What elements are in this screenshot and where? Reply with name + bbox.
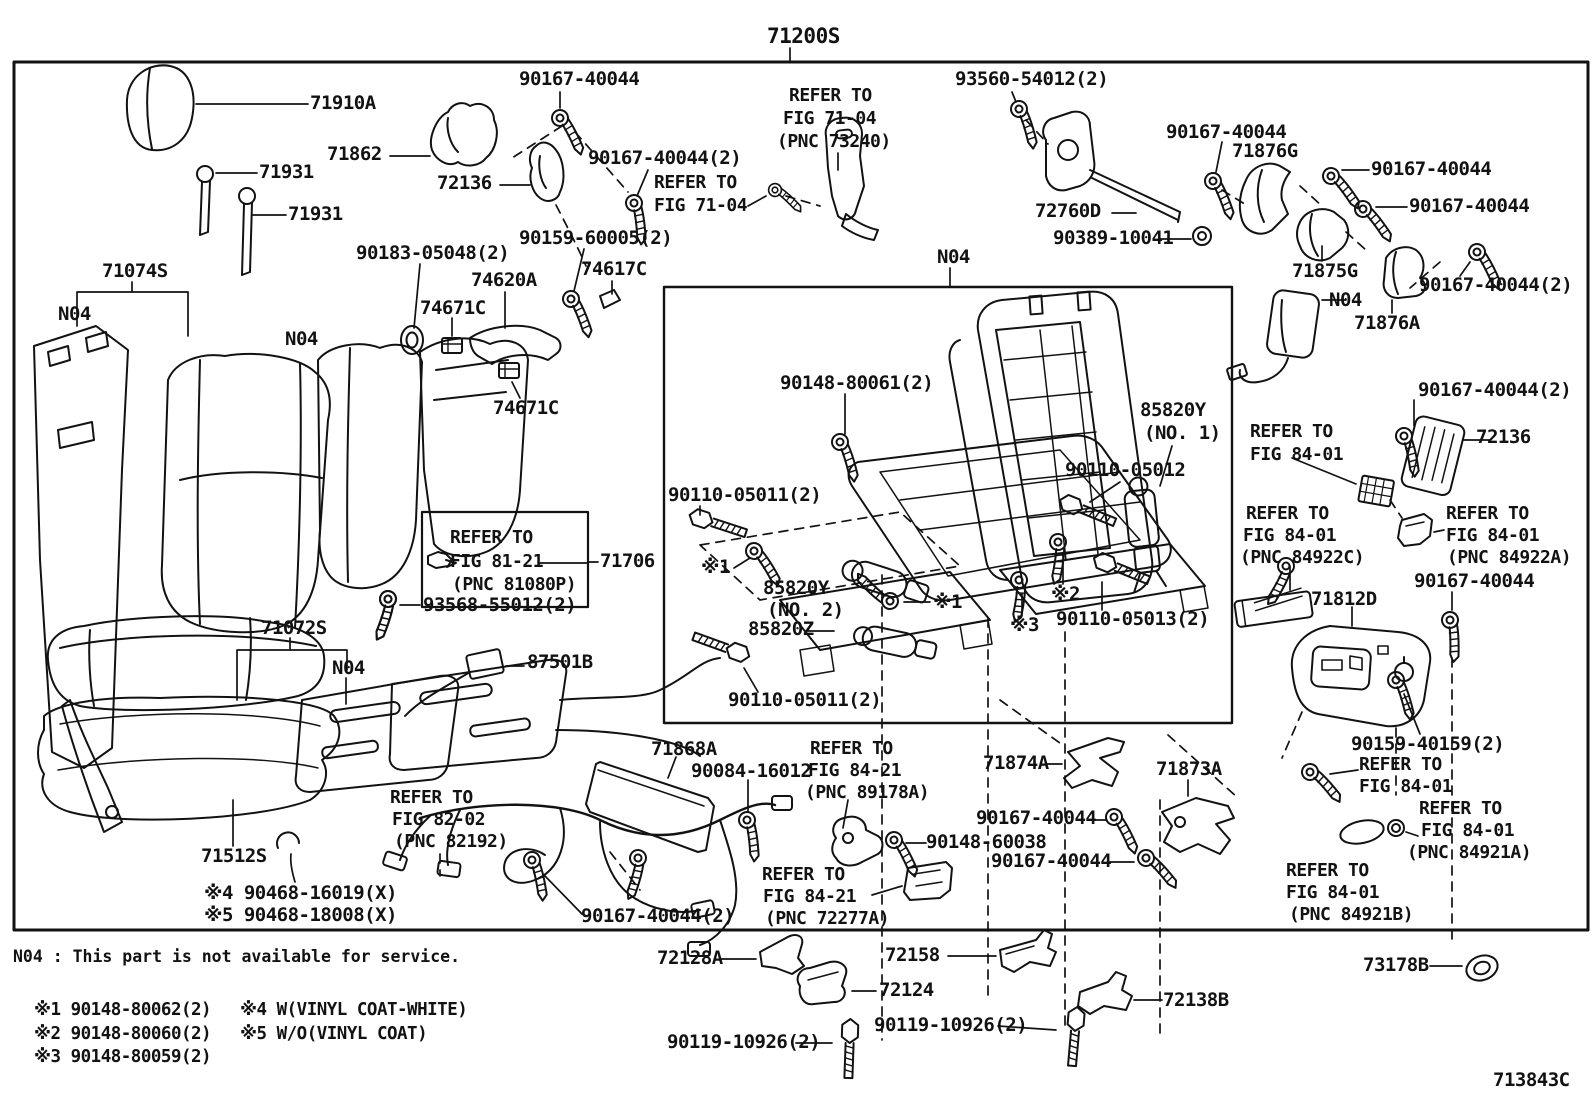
label-no1: (NO. 1) [1144,422,1221,444]
label-fig-84-01: FIG 84-01 [1250,444,1344,465]
label-fig-71-04: FIG 71-04 [783,108,877,129]
legend-mark3: ※3 90148-80059(2) [34,1047,212,1067]
label-73178B: 73178B [1363,954,1429,976]
label-90389-10041: 90389-10041 [1053,227,1174,249]
label-pnc-84921B: (PNC 84921B) [1289,904,1414,925]
label-90167-40044: 90167-40044 [991,850,1112,872]
label-n04: N04 [1329,289,1362,311]
label-fig-81-21: FIG 81-21 [450,551,544,572]
label-85820Z: 85820Z [748,618,814,640]
label-90468-18008: ※5 90468-18008(X) [204,904,397,926]
label-71876A: 71876A [1354,312,1420,334]
bracket-72158 [1000,930,1056,972]
seatback-pad-71074s [162,354,330,632]
label-mark-3: ※3 [1010,614,1039,636]
grommet-73178b [1463,951,1501,984]
label-refer-to: REFER TO [1446,503,1529,524]
label-74617C: 74617C [581,258,647,280]
label-90148-60038: 90148-60038 [926,831,1047,853]
label-90110-05011: 90110-05011(2) [728,689,882,711]
label-72128A: 72128A [657,947,723,969]
bracket-71874a [1064,738,1124,788]
label-90110-05012: 90110-05012 [1065,459,1186,481]
label-90159-40159: 90159-40159(2) [1351,733,1505,755]
label-n04: N04 [58,303,91,325]
cover-71876g [1240,164,1290,234]
cushion-frame-71512s [38,697,339,820]
label-90167-40044-2: 90167-40044(2) [588,147,742,169]
label-71868A: 71868A [651,738,717,760]
label-refer-to: REFER TO [390,787,473,808]
label-pnc-84922C: (PNC 84922C) [1240,547,1365,568]
label-90468-16019: ※4 90468-16019(X) [204,882,397,904]
label-refer-to: REFER TO [810,738,893,759]
label-90183-05048: 90183-05048(2) [356,242,510,264]
label-pnc-73240: (PNC 73240) [777,131,891,152]
label-fig-84-21: FIG 84-21 [763,886,857,907]
label-pnc-89178A: (PNC 89178A) [805,782,930,803]
label-no2: (NO. 2) [767,599,844,621]
label-fig-84-21: FIG 84-21 [808,760,902,781]
label-pnc-84922A: (PNC 84922A) [1447,547,1572,568]
label-71862: 71862 [327,143,382,165]
clip-72128a [760,935,804,974]
label-fig-84-01: FIG 84-01 [1286,882,1380,903]
label-72138B: 72138B [1163,989,1229,1011]
assist-grip-74620a [470,326,561,364]
label-90159-60005: 90159-60005(2) [519,227,673,249]
label-71074S: 71074S [102,260,168,282]
bracket-72138b [1078,972,1132,1014]
vent-72136-right [1400,415,1466,497]
label-74620A: 74620A [471,269,537,291]
label-refer-to: REFER TO [1246,503,1329,524]
side-airbag-n04 [1227,289,1321,382]
label-90110-05013: 90110-05013(2) [1056,608,1210,630]
latch-84922a [1398,514,1432,546]
label-90167-40044: 90167-40044 [1371,158,1492,180]
bracket-72277a [904,862,952,900]
label-85820Y: 85820Y [763,577,829,599]
label-pnc-82192: (PNC 82192) [394,831,508,852]
legend-mark1: ※1 90148-80062(2) [34,1000,212,1020]
label-mark-1: ※1 [933,591,962,613]
label-mark-2: ※2 [1051,583,1080,605]
figure-code: 713843C [1493,1069,1570,1091]
label-72760D: 72760D [1035,200,1101,222]
legend-mark5: ※5 W/O(VINYL COAT) [240,1024,428,1044]
headrest-support-bracket-71862 [431,103,497,165]
label-71875G: 71875G [1292,260,1358,282]
label-71874A: 71874A [983,752,1049,774]
label-90167-40044: 90167-40044 [1166,121,1287,143]
label-n04: N04 [285,328,318,350]
label-93560-54012: 93560-54012(2) [955,68,1109,90]
clip-74671c-2 [499,363,519,378]
label-fig-84-01: FIG 84-01 [1446,525,1540,546]
label-refer-to: REFER TO [1419,798,1502,819]
heater-connector-87501b [405,649,504,716]
label-90167-40044-2: 90167-40044(2) [1419,274,1573,296]
label-93568-55012: 93568-55012(2) [423,594,577,616]
label-90167-40044: 90167-40044 [519,68,640,90]
label-pnc-72277A: (PNC 72277A) [765,908,890,929]
label-90167-40044-2: 90167-40044(2) [1418,379,1572,401]
headrest-drawing [127,65,255,275]
label-n04-inner-box: N04 [937,246,970,268]
label-90167-40044-2: 90167-40044(2) [581,905,735,927]
note-n04-service: N04 : This part is not available for service. [13,947,461,966]
label-90167-40044: 90167-40044 [1409,195,1530,217]
buckle-89178a [832,817,882,866]
label-71812D: 71812D [1311,588,1377,610]
label-71876G: 71876G [1232,140,1298,162]
label-refer-to: REFER TO [1286,860,1369,881]
label-71873A: 71873A [1156,758,1222,780]
headrest-guide-72136 [530,143,564,201]
label-fig-71-04: FIG 71-04 [654,195,748,216]
label-refer-to: REFER TO [762,864,845,885]
nut-90389 [1193,227,1211,245]
label-71931: 71931 [288,203,343,225]
label-71072S: 71072S [261,617,327,639]
label-n04: N04 [332,657,365,679]
label-87501B: 87501B [527,651,593,673]
bracket-84922c [1234,587,1313,627]
seatback-board-n04 [34,326,128,832]
connector-fig84-01 [1358,475,1394,506]
label-71931: 71931 [259,161,314,183]
clip-72124 [798,962,847,1005]
label-74671C: 74671C [420,297,486,319]
legend-mark2: ※2 90148-80060(2) [34,1024,212,1044]
label-refer-to: REFER TO [1250,421,1333,442]
seat-shield-71812d [1292,626,1430,726]
label-pnc-81080P: (PNC 81080P) [452,574,577,595]
label-fig-84-01: FIG 84-01 [1243,525,1337,546]
label-71512S: 71512S [201,845,267,867]
cap-74617c [600,290,620,308]
label-71706: 71706 [600,550,655,572]
label-72136: 72136 [437,172,492,194]
hook-90468 [277,832,299,848]
label-71910A: 71910A [310,92,376,114]
label-90167-40044: 90167-40044 [1414,570,1535,592]
label-90084-16012: 90084-16012 [691,760,812,782]
pad-84921a [1338,817,1404,848]
legend-mark4: ※4 W(VINYL COAT-WHITE) [240,1000,468,1020]
label-fig-84-01: FIG 84-01 [1359,776,1453,797]
label-fig-84-01: FIG 84-01 [1421,820,1515,841]
label-pnc-84921A: (PNC 84921A) [1407,842,1532,863]
bracket-71873a [1162,798,1234,854]
label-72136: 72136 [1476,426,1531,448]
label-refer-to: REFER TO [450,527,533,548]
label-72158: 72158 [885,944,940,966]
label-72124: 72124 [879,979,934,1001]
label-90110-05011: 90110-05011(2) [668,484,822,506]
label-refer-to: REFER TO [1359,754,1442,775]
label-refer-to: REFER TO [789,85,872,106]
label-90167-40044: 90167-40044 [976,807,1097,829]
label-assembly-71200S: 71200S [767,24,840,48]
label-refer-to: REFER TO [654,172,737,193]
seatback-pad-2 [318,344,422,588]
label-74671C: 74671C [493,397,559,419]
label-85820Y: 85820Y [1140,399,1206,421]
label-fig-82-02: FIG 82-02 [392,809,486,830]
seatback-cover [420,338,528,556]
label-90119-10926: 90119-10926(2) [667,1031,821,1053]
label-90148-80061: 90148-80061(2) [780,372,934,394]
label-mark-1: ※1 [701,556,730,578]
label-90119-10926: 90119-10926(2) [874,1014,1028,1036]
motor-85820y-no2 [839,555,931,607]
